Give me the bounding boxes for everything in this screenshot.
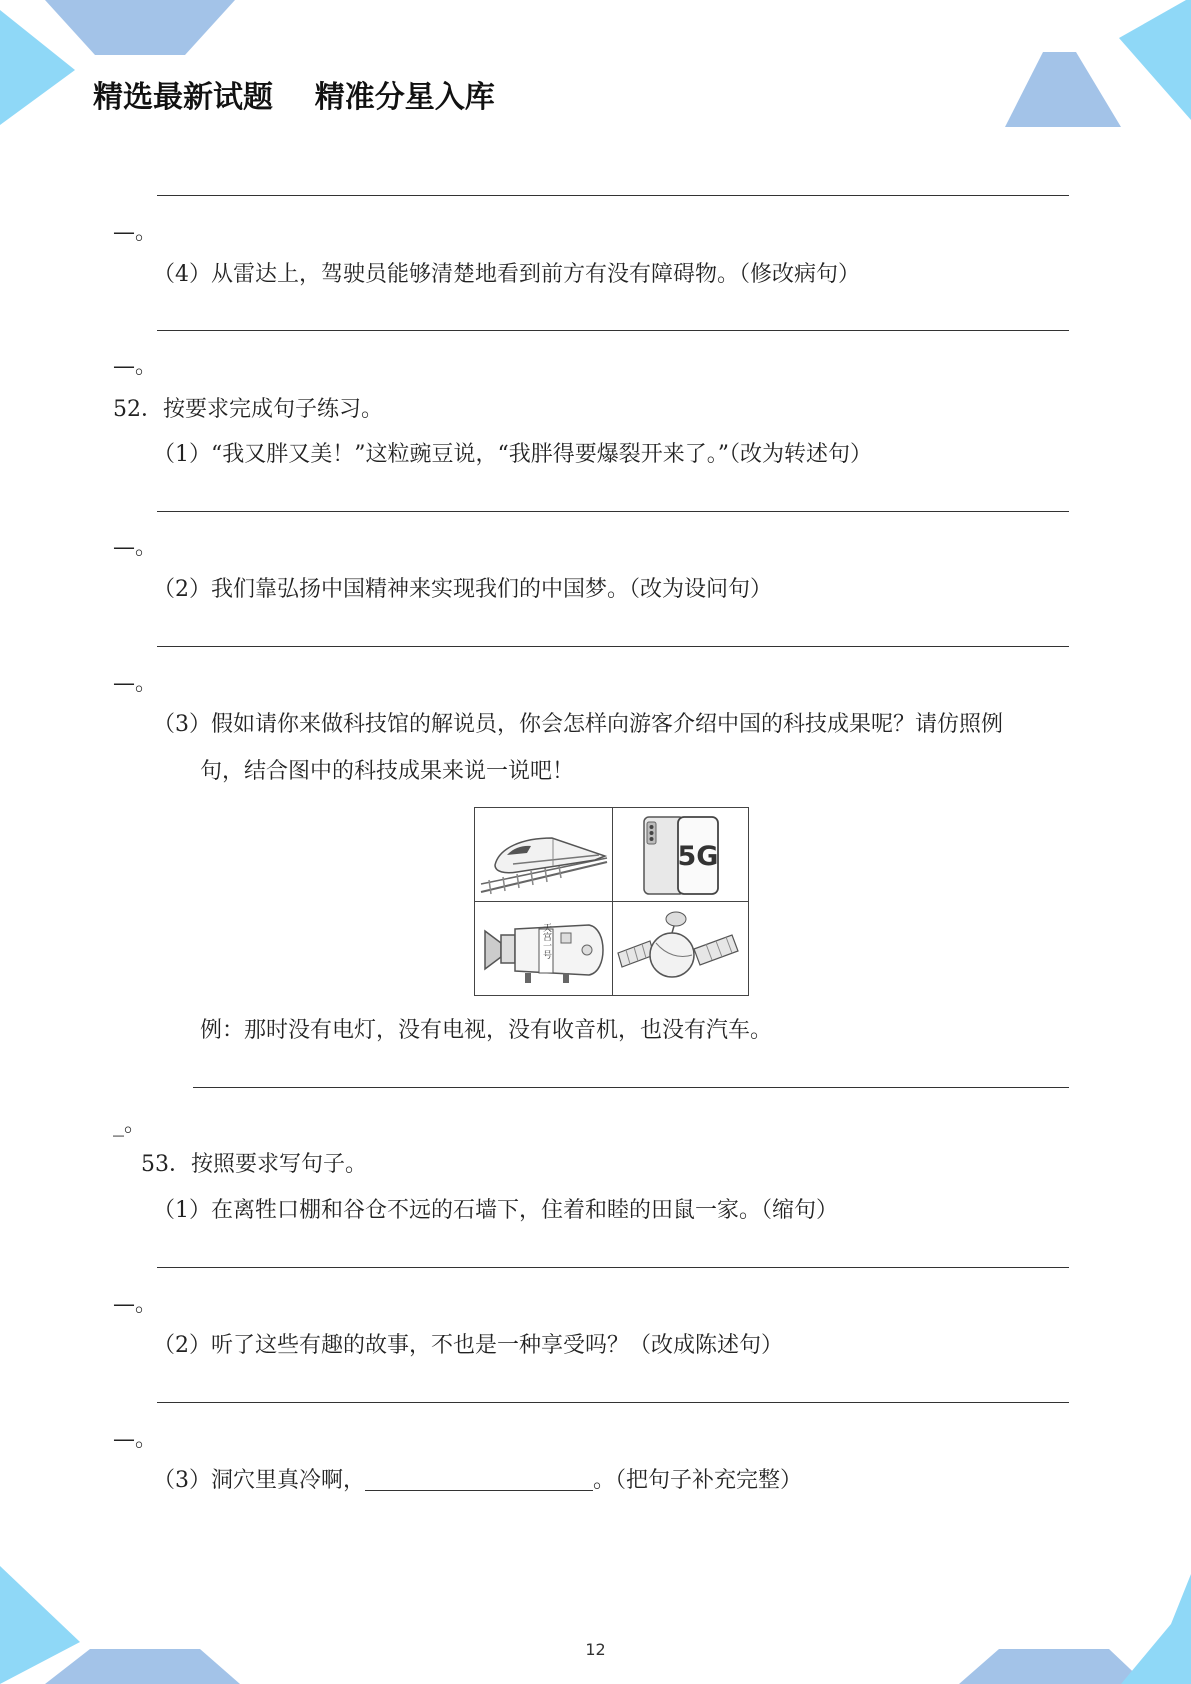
header-title: 精选最新试题 精准分星入库 xyxy=(93,80,495,115)
space-station-module-icon xyxy=(477,903,610,993)
corner-decoration-bottom-right xyxy=(931,1544,1191,1684)
line-end: _。 xyxy=(113,1112,147,1137)
question-52-title: 52．按要求完成句子练习。 xyxy=(113,397,383,422)
line-end: —。 xyxy=(113,220,158,245)
tech-achievements-figure xyxy=(474,807,749,996)
answer-line xyxy=(157,1402,1069,1403)
fill-in-blank[interactable] xyxy=(365,1470,593,1491)
answer-line xyxy=(157,511,1069,512)
question-53-3-prefix: （3）洞穴里真冷啊， xyxy=(153,1468,365,1493)
high-speed-train-icon xyxy=(477,810,610,899)
question-53-3 xyxy=(153,1470,802,1492)
question-52-3-continued: 句，结合图中的科技成果来说一说吧！ xyxy=(200,759,575,784)
question-52-3: （3）假如请你来做科技馆的解说员，你会怎样向游客介绍中国的科技成果呢？请仿照例 xyxy=(153,712,1003,737)
question-51-4: （4）从雷达上，驾驶员能够清楚地看到前方有没有障碍物。（修改病句） xyxy=(153,262,860,287)
satellite-icon xyxy=(614,903,748,993)
answer-line xyxy=(157,1267,1069,1268)
question-52-2: （2）我们靠弘扬中国精神来实现我们的中国梦。（改为设问句） xyxy=(153,577,772,602)
svg-text:天宫一号: 天宫一号 xyxy=(541,923,551,959)
answer-line xyxy=(157,646,1069,647)
svg-text:5G: 5G xyxy=(677,841,719,872)
answer-line xyxy=(193,1087,1069,1088)
question-53-3-suffix: 。（把句子补充完整） xyxy=(593,1468,803,1493)
page-number: 12 xyxy=(585,1640,606,1659)
line-end: —。 xyxy=(113,354,158,379)
example-sentence: 例：那时没有电灯，没有电视，没有收音机，也没有汽车。 xyxy=(200,1018,773,1043)
line-end: —。 xyxy=(113,535,158,560)
corner-decoration-bottom-left xyxy=(0,1544,250,1684)
answer-line xyxy=(157,195,1069,196)
5g-phone-icon xyxy=(614,810,748,899)
corner-decoration-top-right xyxy=(931,0,1191,135)
line-end: —。 xyxy=(113,671,158,696)
question-52-1: （1）“我又胖又美！”这粒豌豆说，“我胖得要爆裂开来了。”（改为转述句） xyxy=(153,442,872,467)
question-53-2: （2）听了这些有趣的故事，不也是一种享受吗？（改成陈述句） xyxy=(153,1333,783,1358)
question-53-1: （1）在离牲口棚和谷仓不远的石墙下，住着和睦的田鼠一家。（缩句） xyxy=(153,1198,838,1223)
line-end: —。 xyxy=(113,1427,158,1452)
answer-line xyxy=(157,330,1069,331)
question-53-title: 53．按照要求写句子。 xyxy=(141,1152,367,1177)
line-end: —。 xyxy=(113,1292,158,1317)
